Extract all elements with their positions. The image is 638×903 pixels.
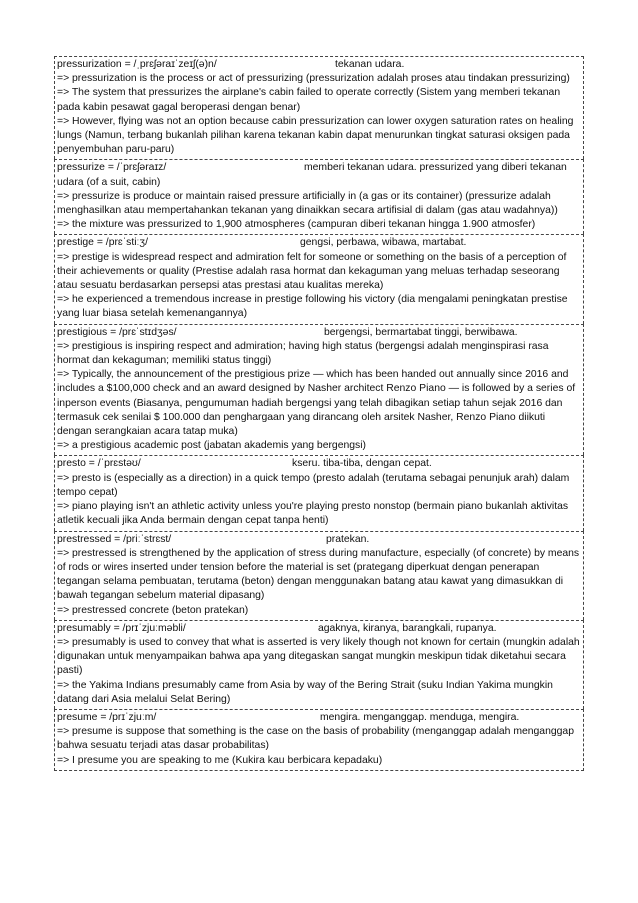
entry-example-line: => Typically, the announcement of the prestigious prize — which has been handed out annually since 2016 and includes a $100,000 check and an award designed by Nasher architect Renzo Piano — is followed by a series of inperson events (Biasanya, pengumuman hadiah bergengsi yang telah dibagikan setiap tahun sejak 2016 dan termasuk cek senilai $ 100.000 dan penghargaan yang dirancang oleh arsitek Nasher, Renzo Piano diikuti dengan serangkaian acara tatap muka) [57, 369, 576, 438]
entry-meaning: bergengsi, bermartabat tinggi, berwibawa. [324, 326, 518, 338]
entry-example-line: => piano playing isn't an athletic activity unless you're playing presto nonstop (bermain piano bukanlah aktivitas atletik kecuali jika Anda bermain dengan cepat tanpa henti) [57, 501, 569, 527]
entry-example-line: => pressurization is the process or act of pressurizing (pressurization adalah proses atau tindakan pressurizing) [57, 73, 570, 85]
dictionary-entry [54, 234, 584, 323]
entry-headword-line [57, 236, 581, 250]
entry-example-line: => the Yakima Indians presumably came from Asia by way of the Bering Strait (suku Indian Yakima mungkin datang dari Asia melalui Selat Bering) [57, 679, 553, 705]
entry-example-line: => a prestigious academic post (jabatan akademis yang bergengsi) [57, 440, 367, 452]
dictionary-entry [54, 531, 584, 620]
entry-example-line: => prestressed is strengthened by the application of stress during manufacture, especially (of concrete) by means of rods or wires inserted under tension before the material is set (prategang diperkuat dengan penerapan tegangan selama pembuatan, terutama (beton) dengan menggunakan batang atau kawat yang dimasukkan di bawah tegangan sebelum material dipasang) [57, 547, 580, 602]
entry-example-line: => he experienced a tremendous increase in prestige following his victory (dia mengalami peningkatan prestise yang luar biasa setelah kemenangannya) [57, 294, 568, 320]
dictionary-entry [54, 159, 584, 234]
entry-headword-line [57, 622, 581, 636]
entry-meaning: agaknya, kiranya, barangkali, rupanya. [318, 622, 497, 634]
entry-headword: prestigious = /prɛˈstɪdʒəs/ [57, 326, 177, 338]
entry-example-line: => pressurize is produce or maintain raised pressure artificially in (a gas or its container) (pressurize adalah menghasilkan atau mempertahankan tekanan yang dinaikkan secara artifisial di dalam (gas atau wadahnya)) [57, 190, 558, 217]
entry-headword-line [57, 533, 581, 547]
entry-example-line: => However, flying was not an option because cabin pressurization can lower oxygen saturation rates on healing lungs (Namun, terbang bukanlah pilihan karena tekanan kabin dapat menurunkan tingkat saturasi oksigen pada penyembuhan paru-paru) [57, 115, 574, 156]
entry-meaning: mengira. menganggap. menduga, mengira. [320, 711, 520, 723]
entry-headword-line [57, 161, 581, 189]
entry-example-line: => prestige is widespread respect and admiration felt for someone or something on the basis of a perception of their achievements or quality (Prestise adalah rasa hormat dan kekaguman yang meluas terhadap seseorang atau sesuatu berdasarkan persepsi atas prestasi atau kualitas mereka) [57, 251, 567, 292]
entry-example-line: => prestigious is inspiring respect and admiration; having high status (bergengsi adalah menginspirasi rasa hormat dan kekaguman; memiliki status tinggi) [57, 340, 549, 367]
entry-headword-line [57, 58, 581, 72]
dictionary-entry [54, 324, 584, 456]
entry-meaning: gengsi, perbawa, wibawa, martabat. [300, 237, 467, 249]
entry-headword: pressurize = /ˈprɛʃəraɪz/ [57, 162, 167, 174]
dictionary-entry [54, 709, 584, 771]
dictionary-entry [54, 56, 584, 159]
dictionary-entry [54, 620, 584, 709]
entry-example-line: => presto is (especially as a direction) in a quick tempo (presto adalah (terutama sebagai penunjuk arah) dalam tempo cepat) [57, 472, 570, 498]
entry-example-line: => I presume you are speaking to me (Kukira kau berbicara kepadaku) [57, 754, 383, 766]
entry-headword: prestressed = /priːˈstrɛst/ [57, 533, 172, 545]
entry-example-line: => prestressed concrete (beton pratekan) [57, 604, 249, 616]
entry-headword-line [57, 457, 581, 471]
entry-headword: presumably = /prɪˈzjuːməbli/ [57, 622, 186, 634]
entry-example-line: => The system that pressurizes the airplane's cabin failed to operate correctly (Sistem yang memberi tekanan pada kabin pesawat gagal beroperasi dengan benar) [57, 87, 561, 113]
entry-headword-line [57, 711, 581, 725]
dictionary-entry [54, 455, 584, 530]
entry-headword: presume = /prɪˈzjuːm/ [57, 711, 157, 723]
dictionary-document [54, 56, 584, 771]
entry-example-line: => presumably is used to convey that what is asserted is very likely though not known for certain (mungkin adalah digunakan untuk menyampaikan bahwa apa yang ditegaskan sangat mungkin meskipun tidak diketahui secara pasti) [57, 636, 580, 677]
entry-meaning: tekanan udara. [335, 59, 405, 70]
entry-headword-line [57, 326, 581, 340]
entry-meaning: memberi tekanan udara. pressurized yang diberi tekanan udara (of a suit, cabin) [57, 162, 567, 188]
entry-example-line: => the mixture was pressurized to 1,900 atmospheres (campuran diberi tekanan hingga 1.900 atmosfer) [57, 219, 536, 231]
entry-headword: prestige = /prɛˈstiːʒ/ [57, 237, 148, 249]
entry-meaning: kseru. tiba-tiba, dengan cepat. [292, 458, 432, 470]
entry-headword: presto = /ˈprɛstəʊ/ [57, 458, 141, 470]
entry-headword: pressurization = /ˌprɛʃəraɪˈzeɪʃ(ə)n/ [57, 59, 217, 70]
entry-example-line: => presume is suppose that something is the case on the basis of probability (menganggap adalah menganggap bahwa sesuatu terjadi atas dasar probabilitas) [57, 726, 574, 752]
entry-meaning: pratekan. [326, 533, 370, 545]
